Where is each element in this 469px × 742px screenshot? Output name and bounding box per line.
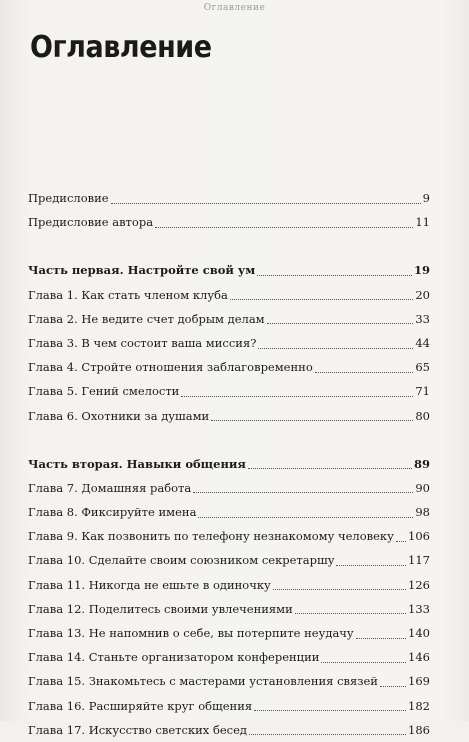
dot-leader (230, 299, 413, 300)
running-head: Оглавление (203, 3, 266, 13)
toc-entry (28, 500, 430, 524)
toc-entry (28, 210, 430, 234)
dot-leader (315, 372, 414, 373)
section-gap (28, 428, 430, 452)
toc-entry (28, 694, 430, 718)
toc-entry-page: 133 (408, 601, 430, 616)
section-gap (28, 234, 430, 258)
toc-part-heading (28, 452, 430, 476)
toc-front-matter (28, 186, 430, 234)
toc-entry-page: 146 (408, 650, 430, 665)
toc-entry-page: 90 (415, 480, 430, 495)
toc-entry-page: 9 (422, 191, 430, 205)
toc-part-two (28, 452, 430, 742)
dot-leader (258, 348, 413, 349)
toc-entry (28, 307, 430, 331)
toc-entry-page: 169 (408, 674, 430, 689)
toc-entry-page: 89 (413, 456, 430, 471)
dot-leader (336, 565, 406, 566)
toc-entry (28, 669, 430, 693)
toc-entry-label: Глава 9. Как позвонить по телефону незнакомому человеку (28, 529, 394, 544)
toc-entry (28, 283, 430, 307)
toc-entry-label: Глава 16. Расширяйте круг общения (28, 698, 253, 713)
toc-part-one (28, 258, 430, 427)
toc-entry-label: Глава 17. Искусство светских бесед (28, 722, 247, 737)
toc-entry (28, 404, 430, 428)
toc-entry-page: 98 (415, 505, 430, 520)
toc-entry-label: Глава 15. Знакомьтесь с мастерами установления связей (28, 674, 378, 689)
toc-entry-label: Глава 3. В чем состоит ваша миссия? (28, 335, 257, 350)
toc-entry-page: 71 (415, 384, 430, 399)
toc-entry-page: 186 (408, 722, 430, 737)
toc-entry-page: 126 (408, 577, 430, 592)
toc-entry-page: 19 (413, 263, 430, 278)
toc-entry-label: Глава 7. Домашняя работа (28, 480, 192, 495)
toc-entry (28, 186, 430, 210)
dot-leader (248, 468, 412, 469)
toc-entry (28, 524, 430, 548)
dot-leader (111, 203, 421, 204)
toc-entry (28, 548, 430, 572)
dot-leader (295, 613, 406, 614)
toc-entry-page: 106 (408, 529, 430, 544)
toc-entry-label: Глава 4. Стройте отношения заблаговременно (28, 360, 313, 375)
toc-entry (28, 573, 430, 597)
toc-entry-label: Глава 10. Сделайте своим союзником секретаршу (28, 553, 335, 568)
toc-entry-label: Глава 8. Фиксируйте имена (28, 505, 197, 520)
toc-entry-label: Предисловие автора (28, 215, 154, 230)
toc-entry (28, 476, 430, 500)
table-of-contents (28, 186, 430, 742)
toc-entry-page: 140 (408, 626, 430, 640)
dot-leader (181, 396, 413, 397)
toc-entry-label: Глава 5. Гений смелости (28, 384, 180, 399)
toc-entry-page: 117 (408, 553, 430, 568)
toc-entry (28, 355, 430, 379)
toc-entry-page: 65 (415, 360, 430, 375)
toc-entry (28, 379, 430, 403)
toc-entry-label: Глава 11. Никогда не ешьте в одиночку (28, 577, 271, 592)
toc-entry-label: Глава 12. Поделитесь своими увлечениями (28, 601, 293, 616)
toc-part-heading (28, 258, 430, 282)
dot-leader (155, 227, 413, 228)
dot-leader (257, 275, 412, 276)
toc-entry-label: Часть первая. Настройте свой ум (28, 263, 256, 278)
toc-entry (28, 331, 430, 355)
toc-entry-page: 80 (415, 408, 430, 423)
dot-leader (254, 710, 406, 711)
dot-leader (211, 420, 413, 421)
dot-leader (396, 541, 406, 542)
dot-leader (273, 589, 406, 590)
dot-leader (198, 517, 413, 518)
toc-entry-page: 33 (415, 311, 430, 326)
toc-entry-label: Глава 1. Как стать членом клуба (28, 287, 228, 302)
toc-entry-label: Глава 2. Не ведите счет добрым делам (28, 311, 265, 326)
toc-entry (28, 621, 430, 645)
toc-entry (28, 597, 430, 621)
toc-entry-label: Глава 14. Станьте организатором конференции (28, 650, 320, 665)
toc-entry-page: 20 (415, 287, 430, 302)
dot-leader (267, 323, 414, 324)
toc-entry-label: Глава 6. Охотники за душами (28, 408, 210, 423)
toc-entry-label: Глава 13. Не напомнив о себе, вы потерпите неудачу (28, 626, 354, 640)
toc-entry-page: 11 (415, 215, 430, 230)
dot-leader (356, 638, 406, 639)
toc-entry-label: Предисловие (28, 191, 109, 205)
dot-leader (380, 686, 406, 687)
toc-entry (28, 645, 430, 669)
dot-leader (249, 734, 406, 735)
toc-entry-label: Часть вторая. Навыки общения (28, 456, 246, 471)
dot-leader (193, 492, 413, 493)
page-title: Оглавление (30, 30, 212, 65)
toc-entry (28, 718, 430, 742)
toc-entry-page: 44 (415, 335, 430, 350)
toc-entry-page: 182 (408, 698, 430, 713)
dot-leader (321, 662, 406, 663)
